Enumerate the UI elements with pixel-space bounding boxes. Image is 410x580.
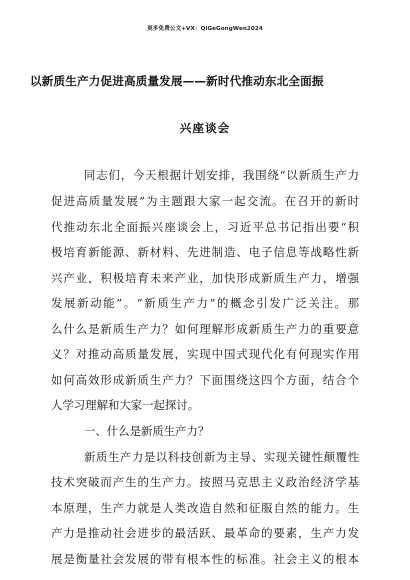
body-line-13: 技术突破而产生的生产力。按照马克思主义政治经济学基 (51, 475, 359, 489)
body-line-6: 发展新动能”。“新质生产力”的概念引发广泛关注。那 (51, 296, 359, 310)
body-line-10: 人学习理解和大家一起探讨。 (51, 398, 200, 412)
header-note: 更多免费公文+VX：QiGeGongWen2024 (147, 26, 263, 32)
body-line-16: 展是衡量社会发展的带有根本性的标准。社会主义的根本 (51, 552, 359, 566)
section-heading-1: 一、什么是新质生产力？ (84, 424, 210, 438)
body-line-1: 同志们，今天根据计划安排，我围绕“以新质生产力 (84, 168, 359, 182)
body-line-8: 义？对推动高质量发展，实现中国式现代化有何现实作用 (51, 347, 359, 361)
body-line-14: 本原理，生产力就是人类改造自然和征服自然的能力。生 (51, 501, 359, 515)
body-line-3: 代推动东北全面振兴座谈会上，习近平总书记指出要“积 (51, 220, 359, 234)
body-line-7: 么什么是新质生产力？如何理解形成新质生产力的重要意 (51, 322, 359, 336)
body-line-9: 如何高效形成新质生产力？下面围绕这四个方面，结合个 (51, 373, 359, 387)
body-line-5: 兴产业，积极培育未来产业，加快形成新质生产力，增强 (51, 271, 359, 285)
document-title-line-2: 兴座谈会 (179, 121, 231, 135)
body-line-4: 极培育新能源、新材料、先进制造、电子信息等战略性新 (51, 245, 359, 259)
document-title-line-1: 以新质生产力促进高质量发展——新时代推动东北全面振 (30, 74, 324, 88)
body-line-15: 产力是推动社会进步的最活跃、最革命的要素，生产力发 (51, 526, 359, 540)
body-line-2: 促进高质量发展”为主题跟大家一起交流。在召开的新时 (51, 194, 359, 208)
body-line-12: 新质生产力是以科技创新为主导、实现关键性颠覆性 (84, 450, 359, 464)
